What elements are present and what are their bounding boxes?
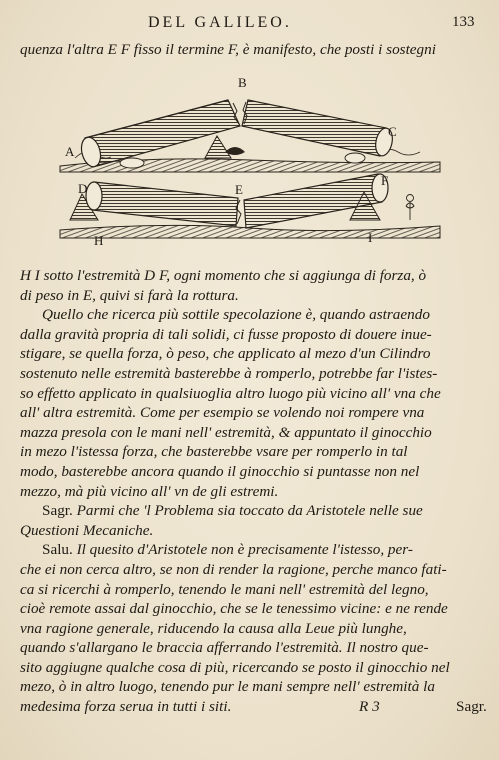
text-line: sito aggiugne qualche cosa di più, ricercando se posto il ginocchio nel <box>20 658 450 676</box>
text-line: cioè remote assai dal ginocchio, che se le tenessimo vicine: e ne rende <box>20 600 448 618</box>
text-line: so effetto applicato in qualsiuoglia altro luogo più vicino all' vna che <box>20 384 441 402</box>
text-line: Il quesito d'Aristotele non è precisamente l'istesso, per- <box>76 541 413 559</box>
figure-label-d: D <box>78 181 88 196</box>
signature-mark: R 3 <box>359 698 380 716</box>
lower-left-cylinder <box>86 182 241 226</box>
page-number: 133 <box>452 14 475 30</box>
sagr-first-line <box>20 501 485 521</box>
figure-label-e: E <box>235 182 243 197</box>
text-line: che ei non cerca altro, se non di render la ragione, perche manco fati- <box>20 560 447 578</box>
text-line: ca si ricerchi à romperlo, tenendo le mani nell' estremità del legno, <box>20 580 429 598</box>
upper-right-cylinder <box>242 100 395 157</box>
text-line: medesima forza serua in tutti i siti. <box>20 698 232 716</box>
text-line: stigare, se quella forza, ò peso, che applicato al mezo d'un Cilindro <box>20 345 431 363</box>
catchword: Sagr. <box>456 698 487 716</box>
text-line: quenza l'altra E F fisso il termine F, è manifesto, che posti i sostegni <box>20 41 436 58</box>
text-line: mazza presola con le mani nell' estremità, & appuntato il ginocchio <box>20 423 432 441</box>
text-line: di peso in E, quivi si farà la rottura. <box>20 286 239 304</box>
body-text <box>20 266 485 717</box>
running-head <box>0 14 499 34</box>
text-line: in mezo l'istessa forza, che basterebbe vsare per romperlo in tal <box>20 443 408 461</box>
text-line: Quello che ricerca più sottile specolazione è, quando astraendo <box>42 306 430 324</box>
text-line: quando s'allargano le braccia afferrando l'estremità. Il nostro que- <box>20 639 429 657</box>
text-line: dalla gravità propria di tali solidi, ci fusse proposto di douere inue- <box>20 325 432 343</box>
figure-label-a: A <box>65 144 75 159</box>
running-title: DEL GALILEO. <box>148 14 292 31</box>
salu-first-line <box>20 540 485 560</box>
text-line: Parmi che 'l Problema sia toccato da Aristotele nelle sue <box>76 502 423 520</box>
text-line: H I sotto l'estremità D F, ogni momento che si aggiunga di forza, ò <box>20 267 427 284</box>
figure-label-c: C <box>388 124 397 139</box>
text-line: modo, basterebbe ancora quando il ginocchio si puntasse non nel <box>20 462 420 480</box>
figure-label-f: F <box>381 173 389 188</box>
text-line: Questioni Mecaniche. <box>20 521 154 539</box>
first-text-line <box>20 40 485 60</box>
last-line <box>20 697 485 717</box>
text-line: vna ragione generale, riducendo la causa alla Leue più lunghe, <box>20 619 407 637</box>
figure-label-h: H <box>94 233 104 248</box>
text-line: mezo, ò in altro luogo, tenendo pur le mani sempre nell' estremità la <box>20 678 435 696</box>
figure-label-b: B <box>238 75 247 90</box>
speaker-salu: Salu. <box>42 541 73 559</box>
text-line: mezzo, mà più vicino all' vn de gli estremi. <box>20 482 279 500</box>
figure-label-i: I <box>368 230 373 245</box>
broken-cylinder-engraving <box>50 70 442 255</box>
speaker-sagr: Sagr. <box>42 502 73 520</box>
text-line: all' altra estremità. Come per esempio se volendo noi rompere vna <box>20 404 425 422</box>
text-line: sostenuto nelle estremità basterebbe à romperlo, potrebbe far l'istes- <box>20 364 438 382</box>
